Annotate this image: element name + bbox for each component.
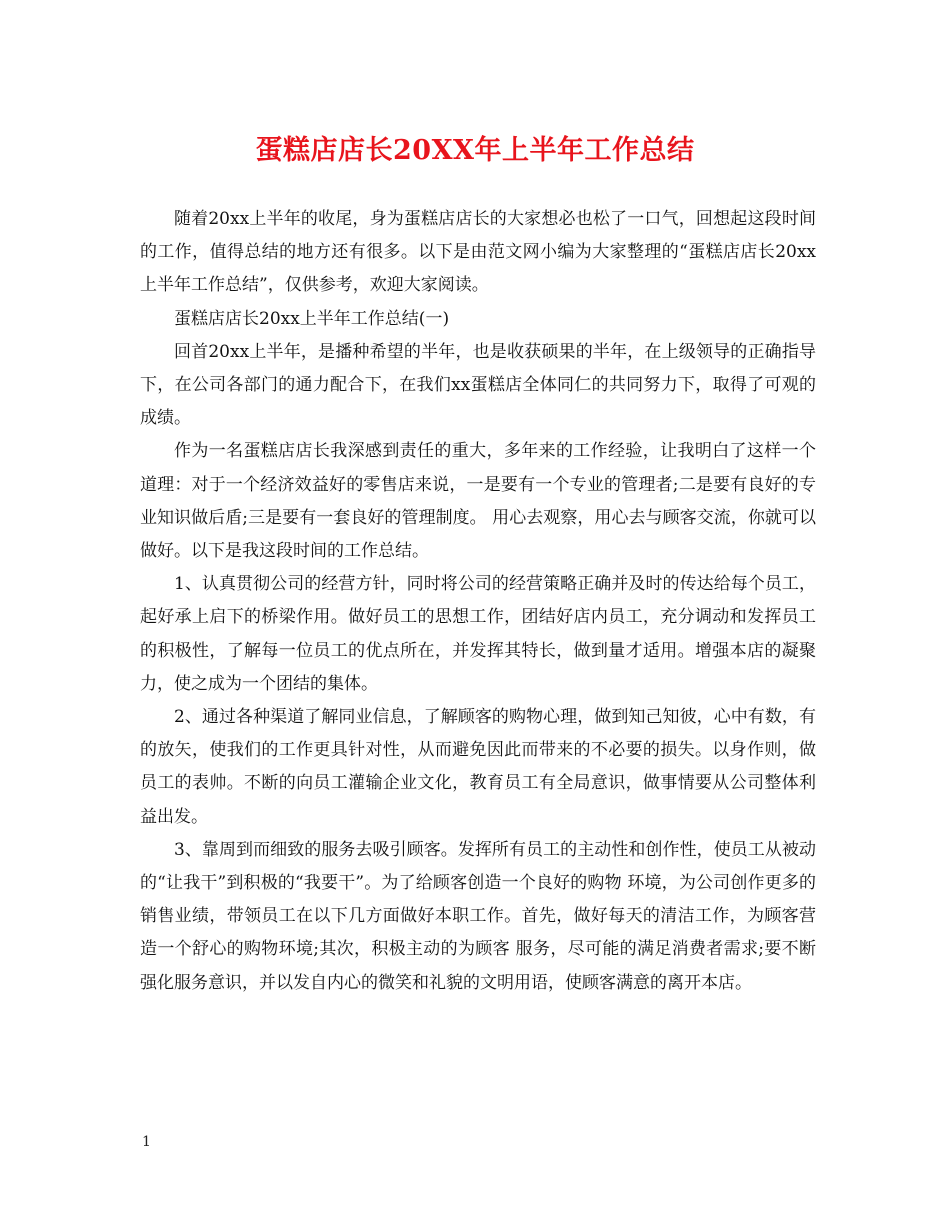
document-title: 蛋糕店店长20XX年上半年工作总结 — [255, 135, 695, 166]
paragraph-point-3: 3、靠周到而细致的服务去吸引顾客。发挥所有员工的主动性和创作性，使员工从被动的“让我干”到积极的“我要干”。为了给顾客创造一个良好的购物 环境，为公司创作更多的销售业绩，带领员工在以下几方面做好本职工作。首先，做好每天的清洁工作，为顾客营造一个舒心的购物环境;其次，积极主动的为顾客 服务，尽可能的满足消费者需求;要不断强化服务意识，并以发自内心的微笑和礼貌的文明用语，使顾客满意的离开本店。 — [140, 839, 816, 993]
paragraph-point-1: 1、认真贯彻公司的经营方针，同时将公司的经营策略正确并及时的传达给每个员工，起好承上启下的桥梁作用。做好员工的思想工作，团结好店内员工，充分调动和发挥员工的积极性，了解每一位员工的优点所在，并发挥其特长，做到量才适用。增强本店的凝聚力，使之成为一个团结的集体。 — [140, 574, 816, 694]
section-heading: 蛋糕店店长20xx上半年工作总结(一) — [174, 308, 450, 329]
paragraph-responsibility: 作为一名蛋糕店店长我深感到责任的重大，多年来的工作经验，让我明白了这样一个道理：对于一个经济效益好的零售店来说，一是要有一个专业的管理者;二是要有良好的专业知识做后盾;三是要有一套良好的管理制度。 用心去观察，用心去与顾客交流，你就可以做好。以下是我这段时间的工作总结。 — [140, 441, 816, 562]
page-number: 1 — [142, 1134, 151, 1150]
paragraph-point-2: 2、通过各种渠道了解同业信息，了解顾客的购物心理，做到知己知彼，心中有数，有的放矢，使我们的工作更具针对性，从而避免因此而带来的不必要的损失。以身作则，做员工的表帅。不断的向员工灌输企业文化，教育员工有全局意识，做事情要从公司整体利益出发。 — [140, 707, 816, 827]
paragraph-intro: 随着20xx上半年的收尾，身为蛋糕店店长的大家想必也松了一口气，回想起这段时间的工作，值得总结的地方还有很多。以下是由范文网小编为大家整理的“蛋糕店店长20xx上半年工作总结”，仅供参考，欢迎大家阅读。 — [140, 209, 816, 296]
document-body — [140, 203, 816, 1000]
paragraph-review: 回首20xx上半年，是播种希望的半年，也是收获硕果的半年，在上级领导的正确指导下，在公司各部门的通力配合下，在我们xx蛋糕店全体同仁的共同努力下，取得了可观的成绩。 — [140, 341, 816, 429]
